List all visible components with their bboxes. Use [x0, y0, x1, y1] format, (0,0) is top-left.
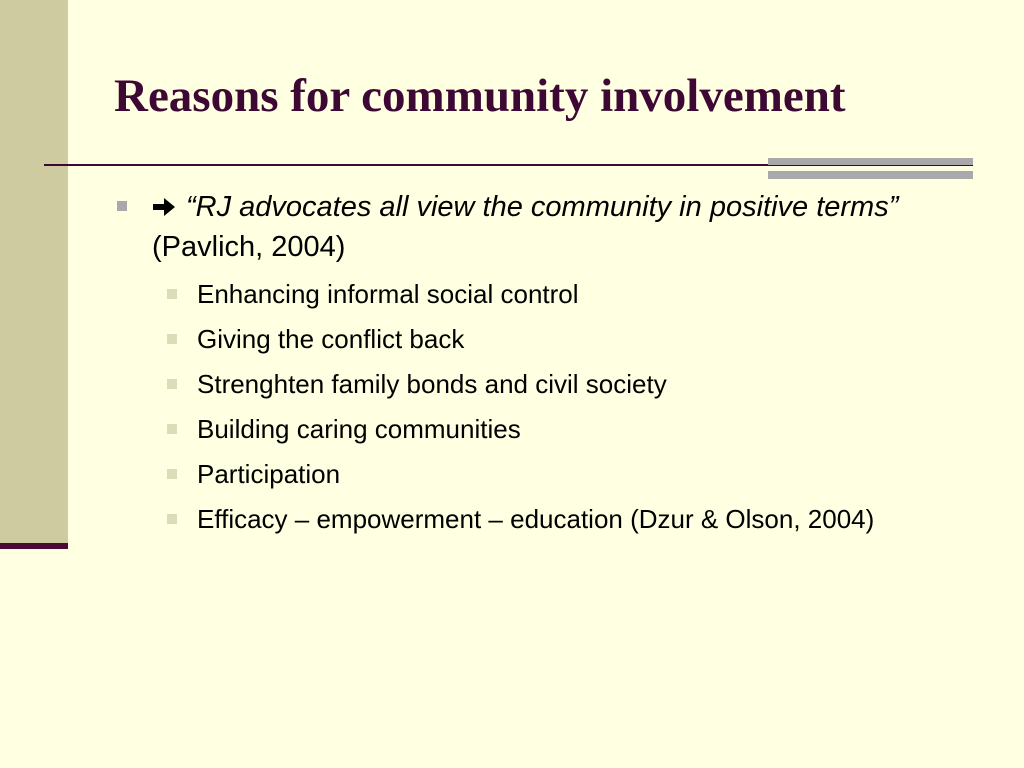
sub-bullet [167, 379, 177, 389]
sub-bullet [167, 334, 177, 344]
sub-bullet [167, 424, 177, 434]
main-point-citation: (Pavlich, 2004) [152, 231, 346, 263]
sub-point-item: Building caring communities [197, 414, 521, 444]
sub-point-item: Strenghten family bonds and civil society [197, 369, 667, 399]
sub-point-item: Giving the conflict back [197, 324, 465, 354]
sub-point-item: Enhancing informal social control [197, 279, 579, 309]
slide-title: Reasons for community involvement [114, 70, 846, 122]
main-bullet [117, 201, 127, 211]
sub-bullet [167, 514, 177, 524]
main-point-quote: “RJ advocates all view the community in positive terms” [186, 191, 899, 223]
main-point-text [152, 187, 952, 267]
sub-bullet [167, 289, 177, 299]
sub-point-item: Efficacy – empowerment – education (Dzur & Olson, 2004) [197, 504, 875, 534]
sub-point-item: Participation [197, 459, 341, 489]
sub-bullet [167, 469, 177, 479]
